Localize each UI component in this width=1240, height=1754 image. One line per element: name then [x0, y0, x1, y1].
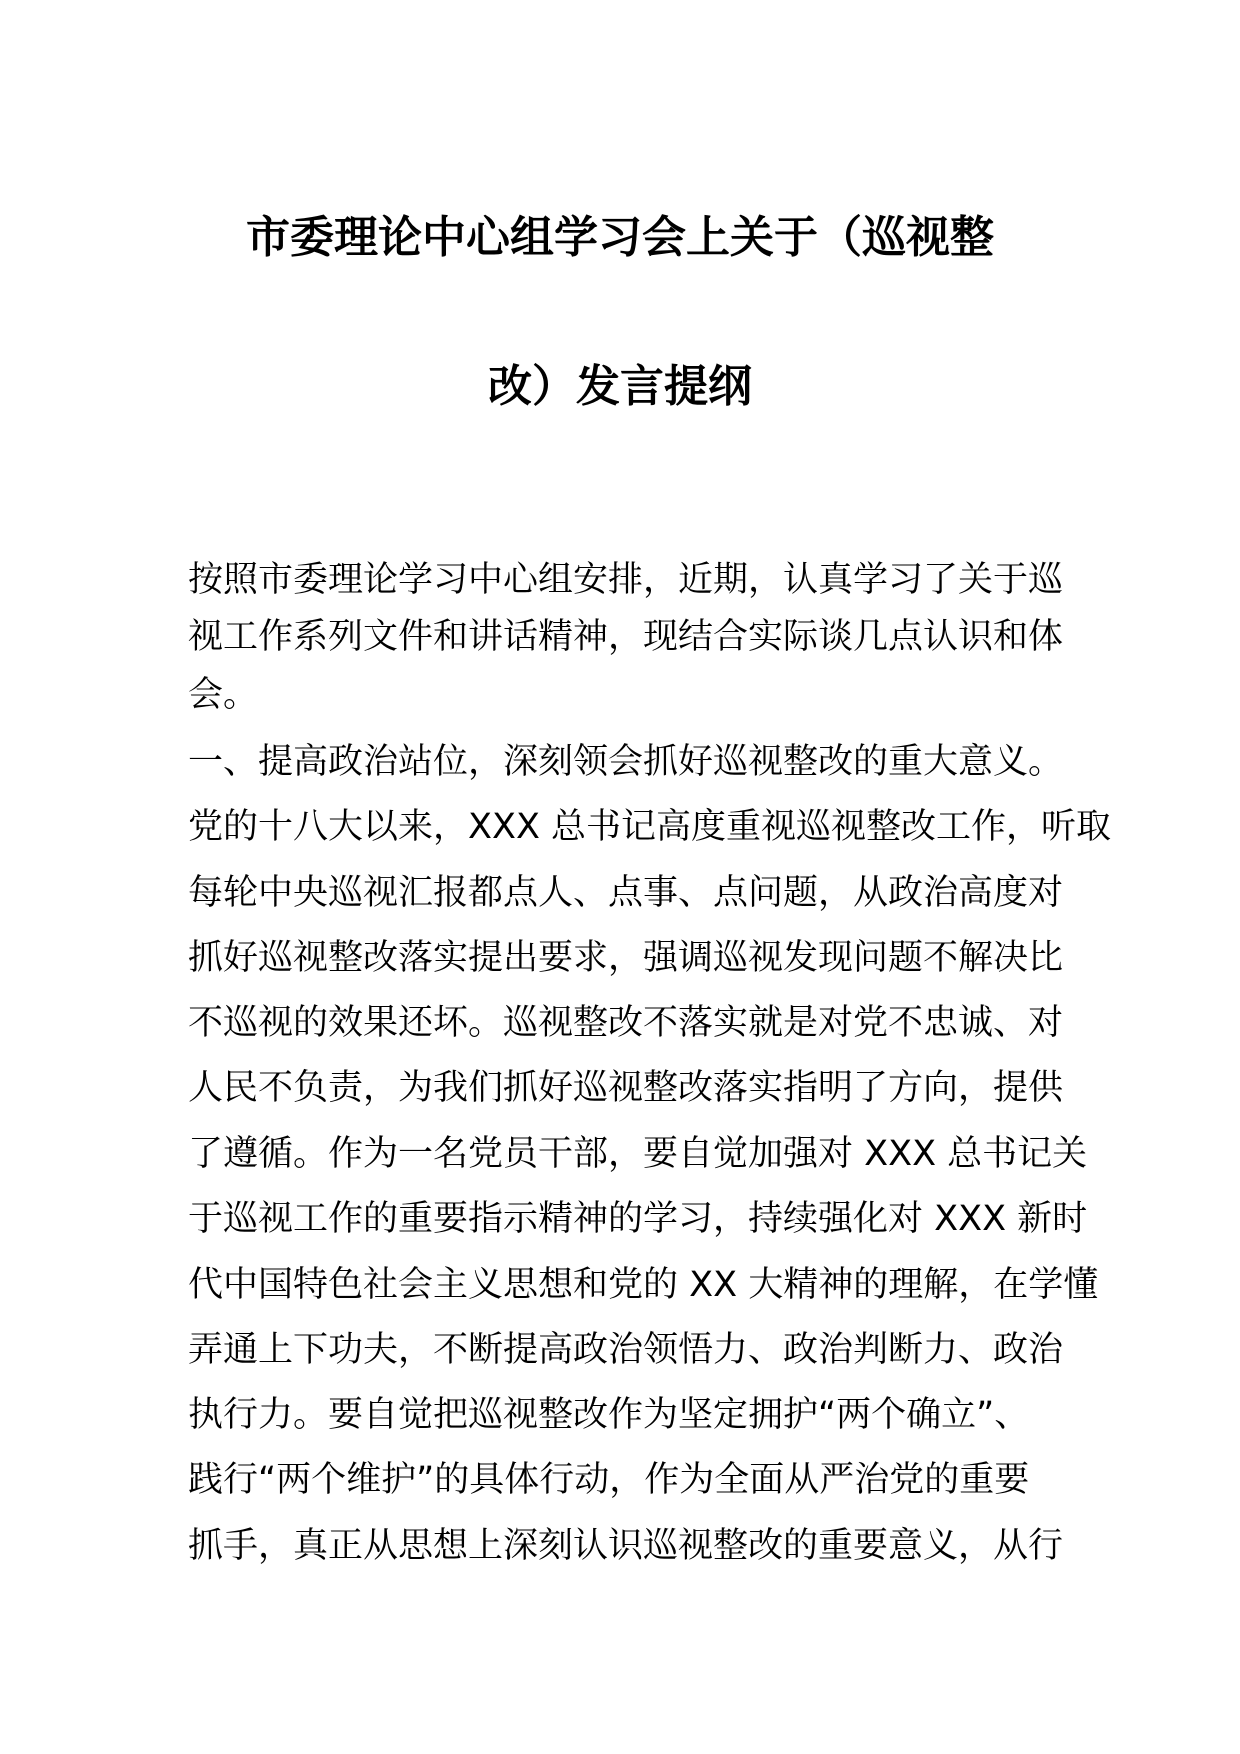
body-line: 人民不负责，为我们抓好巡视整改落实指明了方向，提供 [188, 1068, 1064, 1108]
document-title-line-2: 改）发言提纲 [488, 361, 752, 412]
body-line: 践行“两个维护”的具体行动，作为全面从严治党的重要 [188, 1460, 1030, 1500]
body-line: 党的十八大以来，XXX 总书记高度重视巡视整改工作，听取 [188, 807, 1112, 847]
body-line: 不巡视的效果还坏。巡视整改不落实就是对党不忠诚、对 [188, 1003, 1064, 1043]
body-line: 视工作系列文件和讲话精神，现结合实际谈几点认识和体 [188, 617, 1064, 657]
section-heading: 一、提高政治站位，深刻领会抓好巡视整改的重大意义。 [188, 742, 1064, 782]
body-line: 会。 [188, 675, 259, 715]
body-line: 代中国特色社会主义思想和党的 XX 大精神的理解，在学懂 [188, 1265, 1099, 1305]
document-title-line-1: 市委理论中心组学习会上关于（巡视整 [246, 212, 994, 263]
body-line: 每轮中央巡视汇报都点人、点事、点问题，从政治高度对 [188, 873, 1064, 913]
body-line: 了遵循。作为一名党员干部，要自觉加强对 XXX 总书记关 [188, 1134, 1088, 1174]
body-line: 执行力。要自觉把巡视整改作为坚定拥护“两个确立”、 [188, 1395, 1030, 1435]
body-line: 于巡视工作的重要指示精神的学习，持续强化对 XXX 新时 [188, 1199, 1088, 1239]
body-line: 弄通上下功夫，不断提高政治领悟力、政治判断力、政治 [188, 1330, 1064, 1370]
body-line: 按照市委理论学习中心组安排，近期，认真学习了关于巡 [188, 560, 1064, 600]
body-line: 抓好巡视整改落实提出要求，强调巡视发现问题不解决比 [188, 938, 1064, 978]
body-line: 抓手，真正从思想上深刻认识巡视整改的重要意义，从行 [188, 1526, 1064, 1566]
